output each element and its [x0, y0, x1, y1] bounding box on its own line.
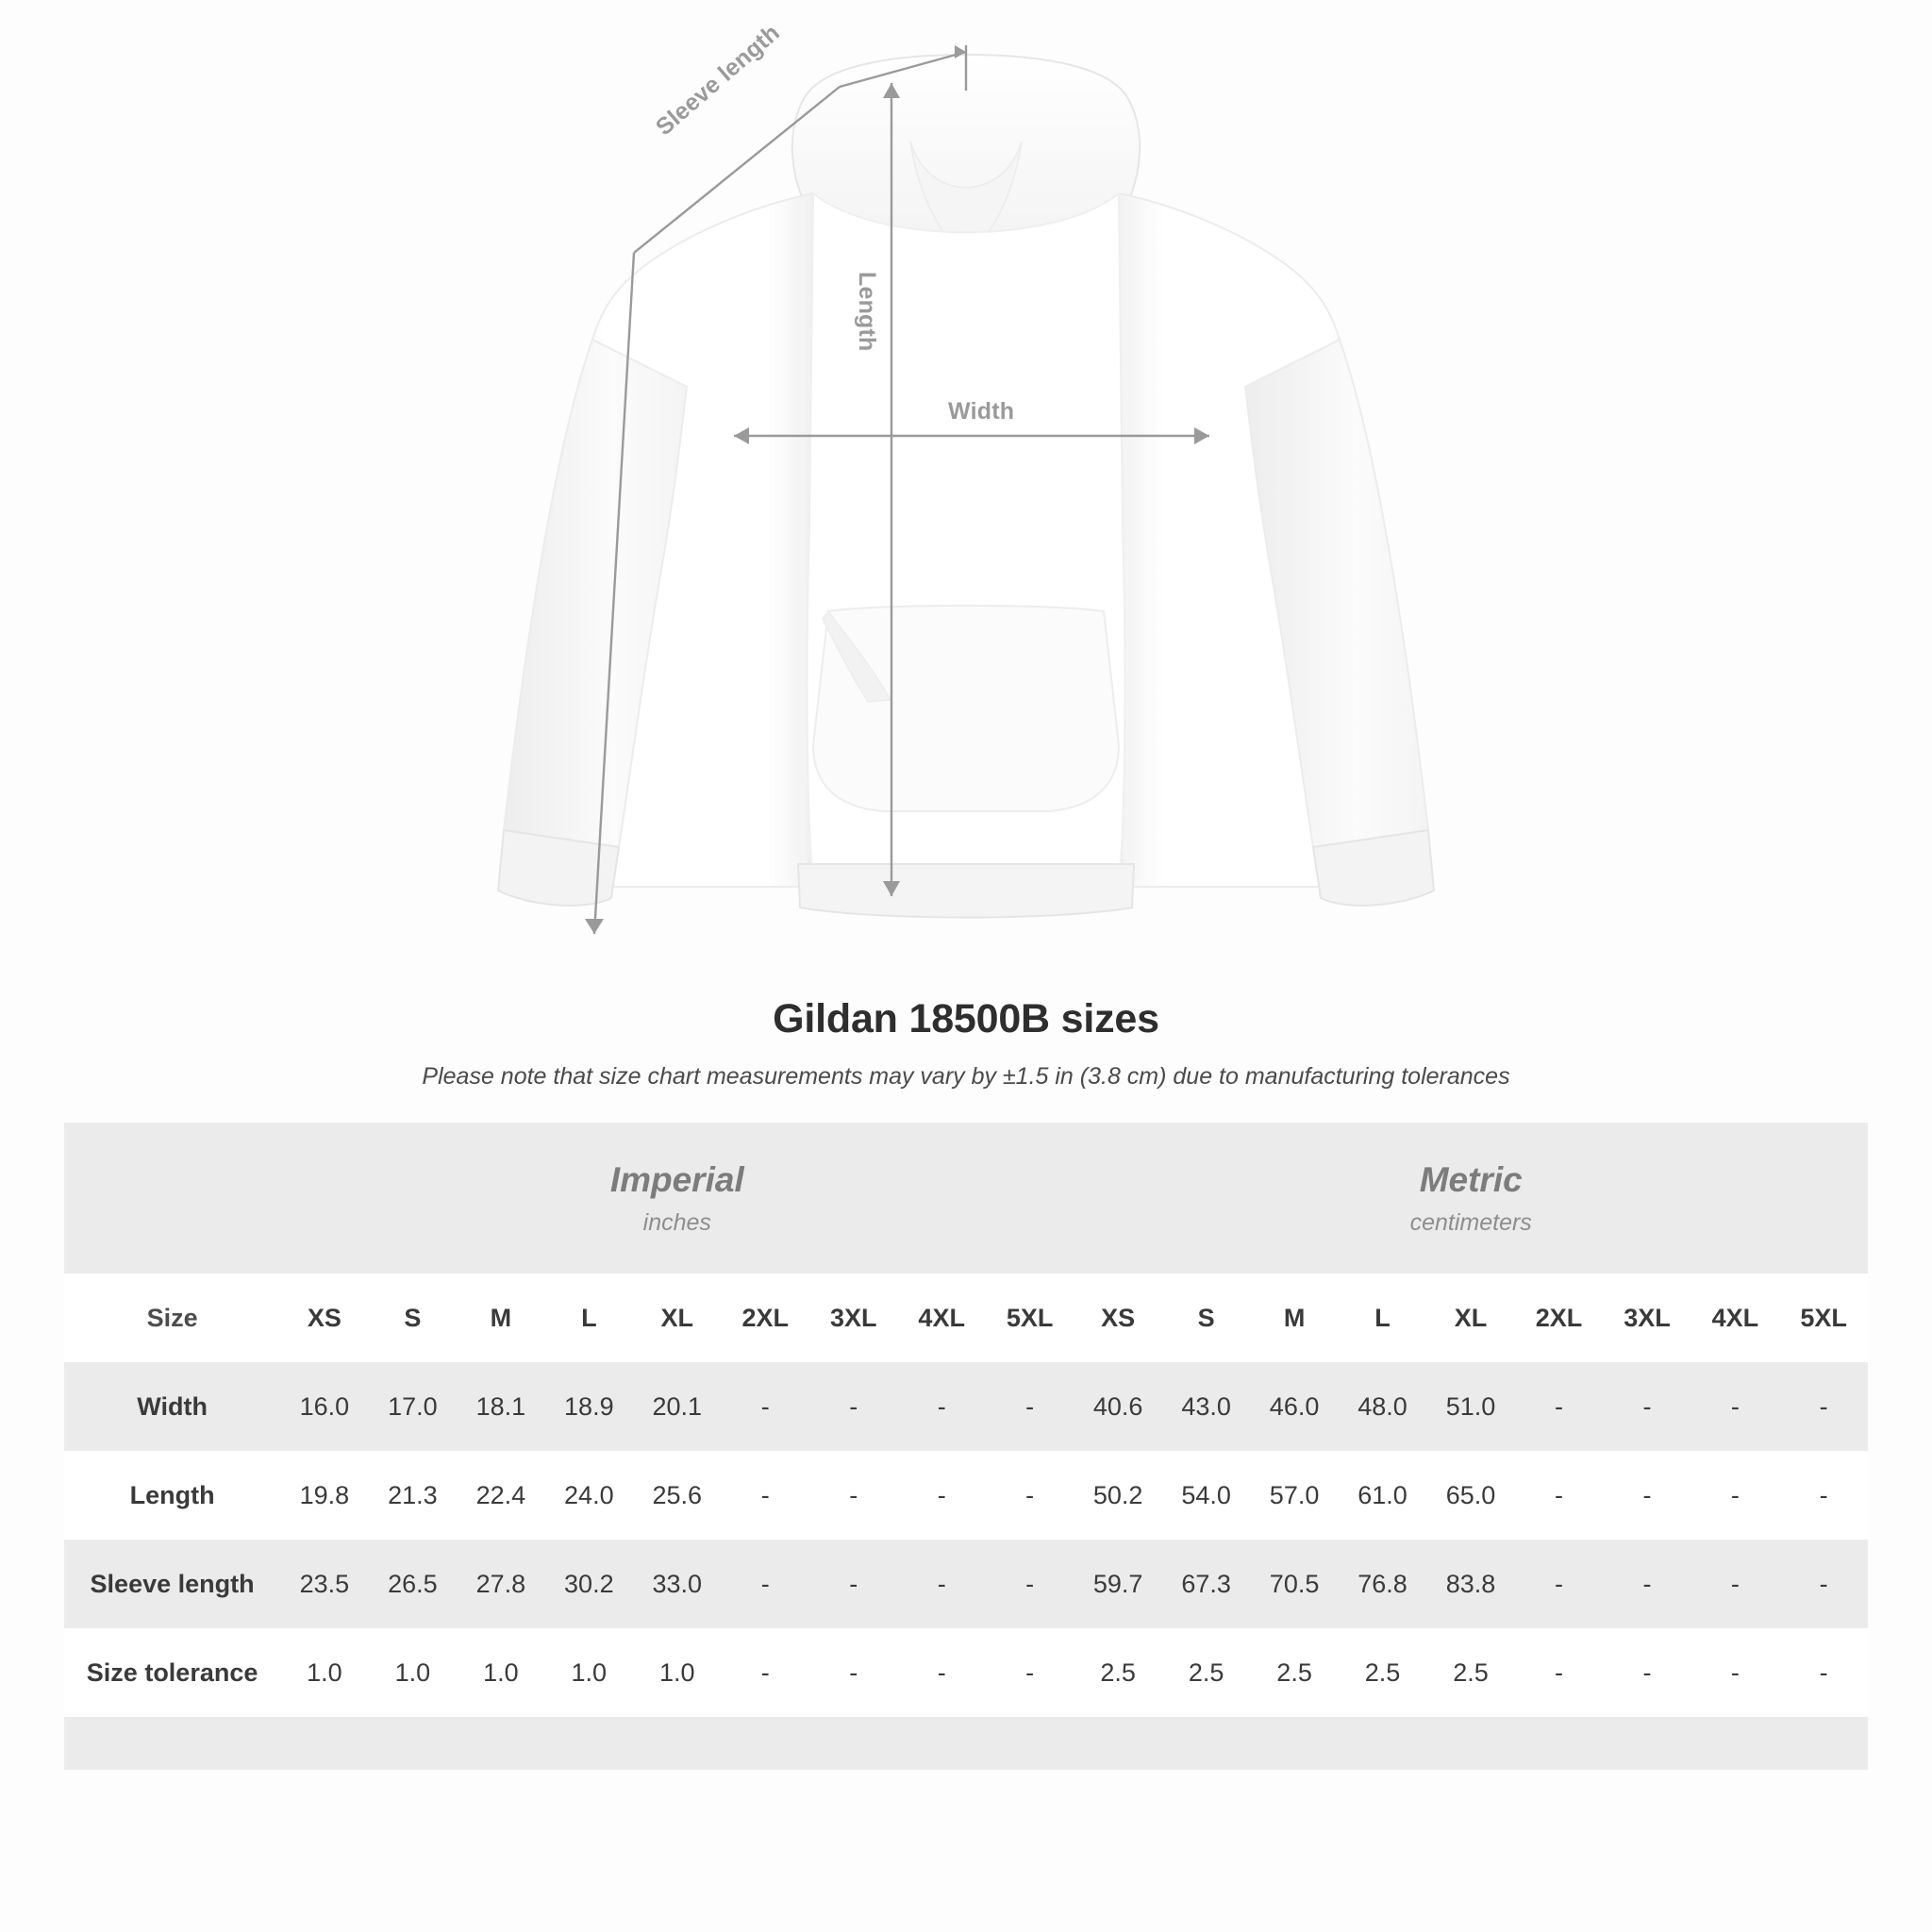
cell-length-metric-4xl: -	[1691, 1451, 1779, 1540]
unit-group-metric-name: Metric	[1419, 1160, 1523, 1200]
cell-width-metric-l: 48.0	[1339, 1362, 1426, 1451]
cell-length-metric-xs: 50.2	[1074, 1451, 1161, 1540]
size-header-metric-4xl: 4XL	[1691, 1274, 1779, 1362]
cell-width-metric-3xl: -	[1603, 1362, 1690, 1451]
size-header-imperial-3xl: 3XL	[809, 1274, 897, 1362]
cell-tolerance-metric-5xl: -	[1779, 1628, 1868, 1717]
cell-sleeve-imperial-4xl: -	[897, 1540, 985, 1628]
length-label: Length	[854, 272, 880, 352]
cell-width-metric-xs: 40.6	[1074, 1362, 1161, 1451]
unit-group-imperial-sub: inches	[642, 1208, 711, 1236]
unit-group-metric	[1074, 1123, 1868, 1274]
cell-sleeve-metric-l: 76.8	[1339, 1540, 1426, 1628]
size-header-imperial-l: L	[545, 1274, 633, 1362]
size-header-imperial-4xl: 4XL	[897, 1274, 985, 1362]
cell-length-metric-s: 54.0	[1162, 1451, 1250, 1540]
size-header-metric-m: M	[1250, 1274, 1338, 1362]
cell-tolerance-metric-xs: 2.5	[1074, 1628, 1161, 1717]
cell-tolerance-metric-s: 2.5	[1162, 1628, 1250, 1717]
unit-group-metric-sub: centimeters	[1409, 1208, 1532, 1236]
cell-sleeve-metric-4xl: -	[1691, 1540, 1779, 1628]
cell-width-imperial-5xl: -	[986, 1362, 1074, 1451]
size-table	[64, 1123, 1868, 1770]
width-label: Width	[948, 398, 1015, 425]
size-header-metric-s: S	[1162, 1274, 1250, 1362]
unit-group-imperial-name: Imperial	[609, 1160, 744, 1200]
cell-tolerance-imperial-s: 1.0	[369, 1628, 457, 1717]
cell-sleeve-imperial-2xl: -	[722, 1540, 809, 1628]
cell-length-metric-m: 57.0	[1250, 1451, 1338, 1540]
cell-width-metric-5xl: -	[1779, 1362, 1868, 1451]
cell-sleeve-imperial-m: 27.8	[457, 1540, 544, 1628]
row-label-width: Width	[64, 1362, 280, 1451]
size-header-imperial-xl: XL	[633, 1274, 721, 1362]
size-header-metric-2xl: 2XL	[1515, 1274, 1603, 1362]
table-footer-row	[64, 1717, 1868, 1770]
cell-tolerance-metric-4xl: -	[1691, 1628, 1779, 1717]
table-row	[64, 1362, 1868, 1451]
size-header-metric-xl: XL	[1426, 1274, 1514, 1362]
row-label-sleeve-length: Sleeve length	[64, 1540, 280, 1628]
size-header-imperial-m: M	[457, 1274, 544, 1362]
cell-width-imperial-l: 18.9	[545, 1362, 633, 1451]
size-header-metric-3xl: 3XL	[1603, 1274, 1690, 1362]
cell-sleeve-imperial-xs: 23.5	[280, 1540, 368, 1628]
cell-length-metric-3xl: -	[1603, 1451, 1690, 1540]
size-header-metric-l: L	[1339, 1274, 1426, 1362]
cell-length-imperial-s: 21.3	[369, 1451, 457, 1540]
cell-width-metric-4xl: -	[1691, 1362, 1779, 1451]
cell-sleeve-imperial-3xl: -	[809, 1540, 897, 1628]
size-header-imperial-2xl: 2XL	[722, 1274, 809, 1362]
cell-width-metric-2xl: -	[1515, 1362, 1603, 1451]
unit-header-row	[64, 1123, 1868, 1274]
cell-tolerance-metric-2xl: -	[1515, 1628, 1603, 1717]
cell-length-imperial-4xl: -	[897, 1451, 985, 1540]
size-header-imperial-5xl: 5XL	[986, 1274, 1074, 1362]
table-row	[64, 1628, 1868, 1717]
size-header-row	[64, 1274, 1868, 1362]
size-header-metric-xs: XS	[1074, 1274, 1161, 1362]
cell-sleeve-imperial-s: 26.5	[369, 1540, 457, 1628]
cell-width-imperial-s: 17.0	[369, 1362, 457, 1451]
cell-tolerance-imperial-l: 1.0	[545, 1628, 633, 1717]
cell-tolerance-metric-3xl: -	[1603, 1628, 1690, 1717]
cell-length-imperial-2xl: -	[722, 1451, 809, 1540]
cell-length-imperial-m: 22.4	[457, 1451, 544, 1540]
cell-sleeve-metric-xs: 59.7	[1074, 1540, 1161, 1628]
cell-length-metric-l: 61.0	[1339, 1451, 1426, 1540]
cell-sleeve-metric-s: 67.3	[1162, 1540, 1250, 1628]
table-row	[64, 1451, 1868, 1540]
cell-length-metric-2xl: -	[1515, 1451, 1603, 1540]
cell-sleeve-metric-3xl: -	[1603, 1540, 1690, 1628]
cell-tolerance-imperial-m: 1.0	[457, 1628, 544, 1717]
cell-tolerance-imperial-5xl: -	[986, 1628, 1074, 1717]
cell-width-metric-s: 43.0	[1162, 1362, 1250, 1451]
hoodie-body-shape	[498, 55, 1434, 918]
row-label-length: Length	[64, 1451, 280, 1540]
cell-width-metric-xl: 51.0	[1426, 1362, 1514, 1451]
cell-width-imperial-3xl: -	[809, 1362, 897, 1451]
cell-tolerance-metric-l: 2.5	[1339, 1628, 1426, 1717]
cell-length-imperial-xl: 25.6	[633, 1451, 721, 1540]
cell-tolerance-metric-m: 2.5	[1250, 1628, 1338, 1717]
cell-width-imperial-4xl: -	[897, 1362, 985, 1451]
title-block	[0, 996, 1932, 1091]
cell-length-imperial-5xl: -	[986, 1451, 1074, 1540]
cell-sleeve-metric-5xl: -	[1779, 1540, 1868, 1628]
cell-width-metric-m: 46.0	[1250, 1362, 1338, 1451]
cell-length-imperial-3xl: -	[809, 1451, 897, 1540]
cell-sleeve-metric-m: 70.5	[1250, 1540, 1338, 1628]
cell-tolerance-imperial-2xl: -	[722, 1628, 809, 1717]
cell-width-imperial-m: 18.1	[457, 1362, 544, 1451]
page-title: Gildan 18500B sizes	[773, 996, 1159, 1041]
sleeve-length-label: Sleeve length	[651, 19, 785, 142]
unit-header-spacer	[64, 1123, 280, 1274]
cell-sleeve-imperial-l: 30.2	[545, 1540, 633, 1628]
size-header-imperial-s: S	[369, 1274, 457, 1362]
cell-length-imperial-l: 24.0	[545, 1451, 633, 1540]
table-footer-spacer	[64, 1717, 1868, 1770]
cell-tolerance-imperial-xl: 1.0	[633, 1628, 721, 1717]
size-header-metric-5xl: 5XL	[1779, 1274, 1868, 1362]
row-label-size-tolerance: Size tolerance	[64, 1628, 280, 1717]
cell-tolerance-imperial-4xl: -	[897, 1628, 985, 1717]
cell-length-metric-5xl: -	[1779, 1451, 1868, 1540]
cell-sleeve-imperial-5xl: -	[986, 1540, 1074, 1628]
cell-length-imperial-xs: 19.8	[280, 1451, 368, 1540]
size-header-label: Size	[64, 1274, 280, 1362]
cell-sleeve-imperial-xl: 33.0	[633, 1540, 721, 1628]
unit-group-imperial	[280, 1123, 1074, 1274]
size-header-imperial-xs: XS	[280, 1274, 368, 1362]
size-table-wrapper	[64, 1123, 1868, 1770]
tolerance-note: Please note that size chart measurements may vary by ±1.5 in (3.8 cm) due to manufacturing tolerances	[422, 1063, 1510, 1090]
cell-tolerance-imperial-3xl: -	[809, 1628, 897, 1717]
table-row	[64, 1540, 1868, 1628]
cell-sleeve-metric-2xl: -	[1515, 1540, 1603, 1628]
cell-width-imperial-xl: 20.1	[633, 1362, 721, 1451]
cell-width-imperial-xs: 16.0	[280, 1362, 368, 1451]
cell-tolerance-imperial-xs: 1.0	[280, 1628, 368, 1717]
cell-tolerance-metric-xl: 2.5	[1426, 1628, 1514, 1717]
cell-width-imperial-2xl: -	[722, 1362, 809, 1451]
cell-sleeve-metric-xl: 83.8	[1426, 1540, 1514, 1628]
cell-length-metric-xl: 65.0	[1426, 1451, 1514, 1540]
